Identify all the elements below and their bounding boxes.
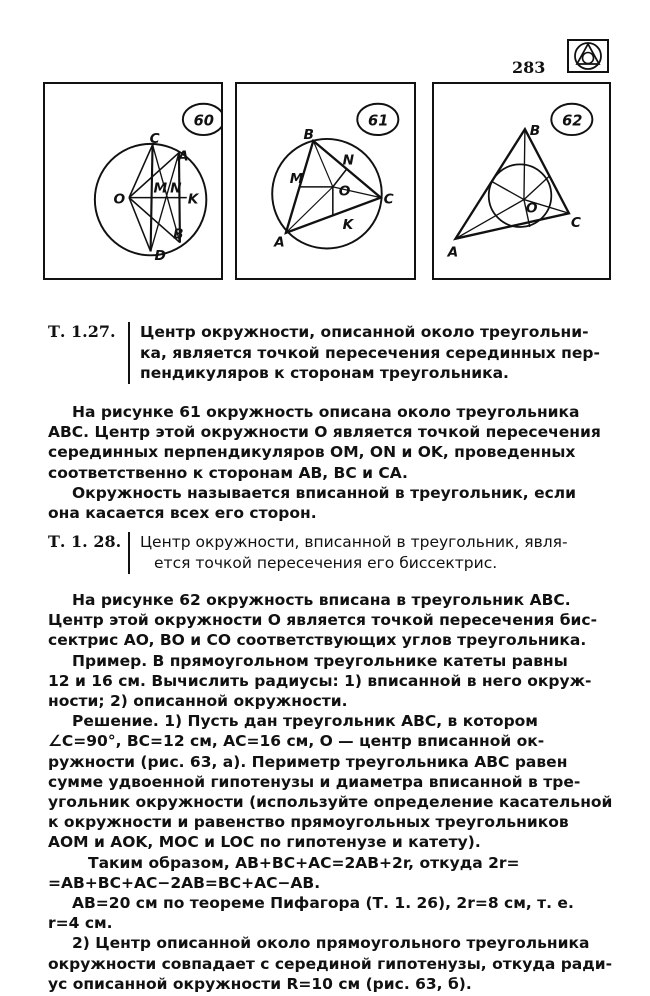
theorem-code: Т. 1.27. (48, 322, 116, 341)
text-line: ABC. Центр этой окружности O является точкой пересечения (48, 423, 601, 442)
text-line: сумме удвоенной гипотенузы и диаметра вписанной в тре- (48, 772, 581, 791)
label-62-O: O (525, 200, 538, 217)
label-60-M: M (153, 180, 168, 197)
theorem-divider (128, 532, 130, 574)
figure-61-number: 61 (368, 112, 389, 130)
theorem-code: Т. 1. 28. (48, 532, 122, 551)
text-line: сектрис AO, BO и CO соответствующих углов треугольника. (48, 631, 587, 650)
section-logo (566, 38, 610, 74)
label-61-A: A (274, 234, 285, 251)
text-line: она касается всех его сторон. (48, 504, 317, 523)
theorem-line: Центр окружности, описанной около треугольни- (140, 323, 589, 341)
text-line: окружности совпадает с серединой гипотенузы, откуда ради- (48, 954, 613, 973)
theorem-line: ется точкой пересечения его биссектрис. (154, 553, 498, 572)
text-line: Пример. В прямоугольном треугольнике катеты равны (72, 651, 568, 670)
label-60-A: A (177, 148, 189, 165)
label-61-N: N (342, 152, 355, 169)
figure-61 (235, 82, 416, 280)
label-60-N: N (170, 180, 182, 197)
text-line: ружности (рис. 63, а). Периметр треугольника ABC равен (48, 752, 568, 771)
text-line: угольник окружности (используйте определение касательной (48, 793, 613, 812)
text-line: Решение. 1) Пусть дан треугольник ABC, в котором (72, 712, 538, 731)
text-line: ∠C=90°, BC=12 см, AC=16 см, O — центр вписанной ок- (48, 732, 545, 751)
text-line: AB=20 см по теореме Пифагора (Т. 1. 26), 2r=8 см, т. е. (72, 894, 574, 913)
text-line: На рисунке 61 окружность описана около треугольника (72, 403, 580, 421)
label-61-C: C (383, 191, 394, 208)
label-60-K: K (187, 191, 199, 208)
label-62-C: C (570, 214, 581, 231)
theorem-line: ка, является точкой пересечения серединных пер- (140, 343, 600, 362)
theorem-line: Центр окружности, вписанной в треугольник, явля- (140, 533, 568, 551)
text-line: Окружность называется вписанной в треугольник, если (72, 483, 576, 502)
label-61-O: O (338, 183, 351, 200)
text-line: соответственно к сторонам AB, BC и CA. (48, 463, 408, 482)
label-60-D: D (154, 248, 166, 265)
label-62-A: A (447, 244, 459, 261)
theorem-line: пендикуляров к сторонам треугольника. (140, 364, 509, 382)
theorem-divider (128, 322, 130, 384)
text-line: На рисунке 62 окружность вписана в треугольник ABC. (72, 591, 571, 609)
label-61-M: M (289, 170, 304, 187)
text-line: 12 и 16 см. Вычислить радиусы: 1) вписанной в него окруж- (48, 671, 592, 690)
paragraph-figure-62-example (48, 590, 613, 994)
paragraph-figure-61 (48, 402, 610, 523)
label-62-B: B (529, 123, 541, 140)
label-61-B: B (303, 126, 314, 143)
label-61-K: K (342, 216, 354, 233)
text-line: Центр этой окружности O является точкой пересечения бис- (48, 611, 598, 630)
figure-60-number: 60 (193, 112, 215, 130)
figure-60 (43, 82, 223, 280)
text-line: Таким образом, AB+BC+AC=2AB+2r, откуда 2r= (88, 853, 520, 872)
label-60-C: C (149, 130, 160, 147)
text-line: =AB+BC+AC−2AB=BC+AC−AB. (48, 873, 321, 892)
text-line: серединных перпендикуляров OM, ON и OK, проведенных (48, 443, 576, 462)
text-line: ус описанной окружности R=10 см (рис. 63, б). (48, 974, 472, 993)
theorem-text (140, 322, 650, 384)
page-number: 283 (512, 58, 546, 77)
text-line: к окружности и равенство прямоугольных треугольников (48, 813, 569, 832)
text-line: r=4 см. (48, 914, 113, 933)
text-line: ности; 2) описанной окружности. (48, 692, 348, 711)
theorem-text (140, 532, 650, 573)
label-60-B: B (173, 226, 184, 243)
figure-62-number: 62 (562, 112, 583, 130)
text-line: AOM и AOK, MOC и LOC по гипотенузе и катету). (48, 833, 481, 852)
label-60-O: O (113, 191, 126, 208)
figure-62 (432, 82, 611, 280)
text-line: 2) Центр описанной около прямоугольного треугольника (72, 934, 590, 953)
